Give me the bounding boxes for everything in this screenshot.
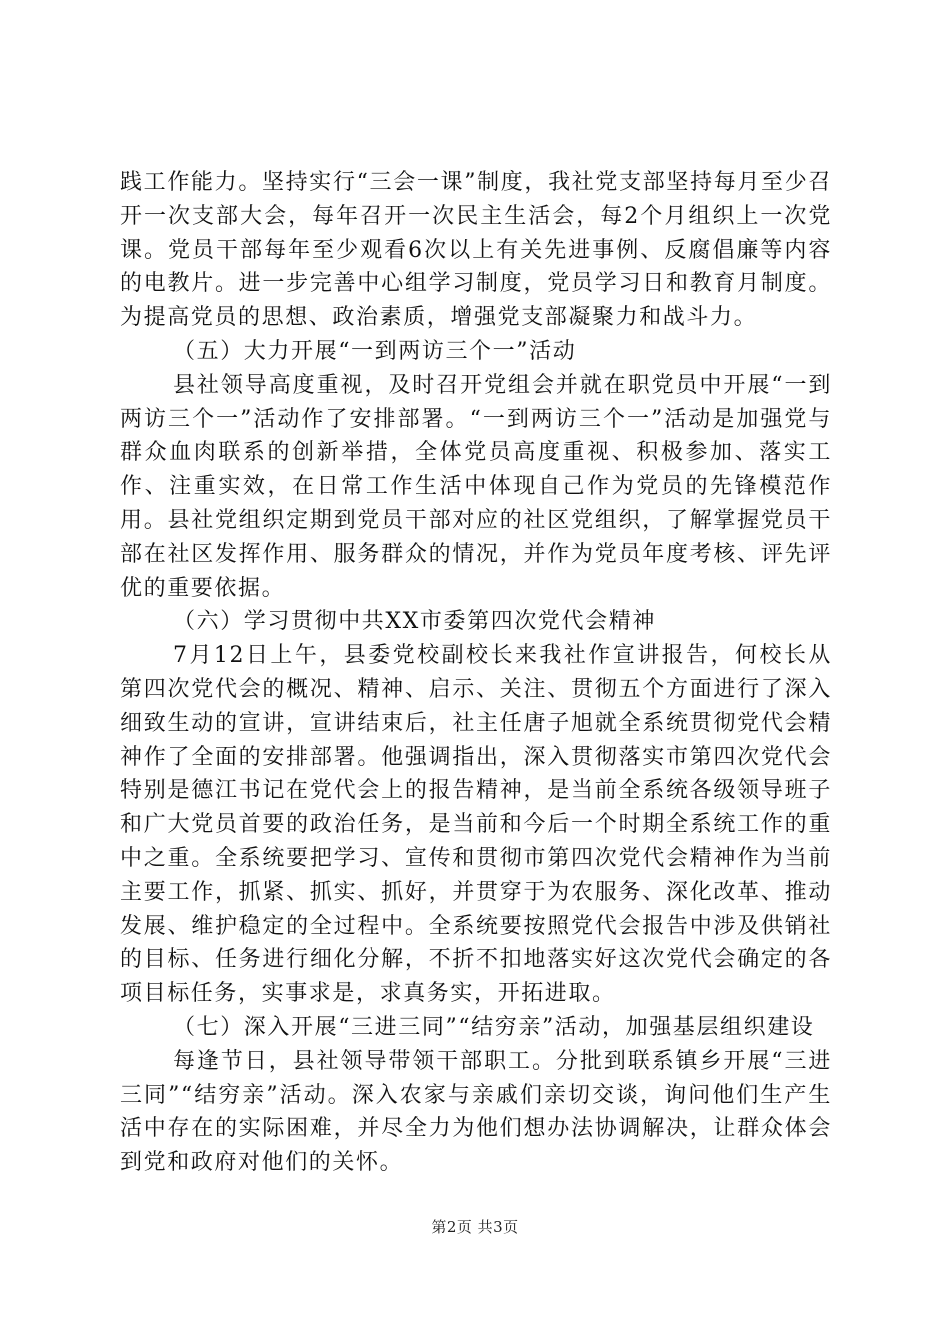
paragraph-holiday-visits: 每逢节日，县社领导带领干部职工。分批到联系镇乡开展“三进三同”“结穷亲”活动。深入农家与亲戚们亲切交谈，询问他们生产生活中存在的实际困难，并尽全力为他们想办法协调解决，让群众体会到党和政府对他们的关怀。 <box>120 1048 832 1176</box>
section-heading-six: （六）学习贯彻中共XX市委第四次党代会精神 <box>173 609 656 635</box>
page-number-footer: 第2页 共3页 <box>431 1218 519 1236</box>
paragraph-one-visit-activity: 县社领导高度重视，及时召开党组会并就在职党员中开展“一到两访三个一”活动作了安排部署。“一到两访三个一”活动是加强党与群众血肉联系的创新举措，全体党员高度重视、积极参加、落实工作、注重实效，在日常工作生活中体现自己作为党员的先锋模范作用。县社党组织定期到党员干部对应的社区党组织，了解掌握党员干部在社区发挥作用、服务群众的情况，并作为党员年度考核、评先评优的重要依据。 <box>120 372 832 601</box>
paragraph-practice-ability: 践工作能力。坚持实行“三会一课”制度，我社党支部坚持每月至少召开一次支部大会，每年召开一次民主生活会，每2个月组织上一次党课。党员干部每年至少观看6次以上有关先进事例、反腐倡廉等内容的电教片。进一步完善中心组学习制度，党员学习日和教育月制度。为提高党员的思想、政治素质，增强党支部凝聚力和战斗力。 <box>120 170 832 331</box>
section-heading-five: （五）大力开展“一到两访三个一”活动 <box>173 338 577 364</box>
document-body <box>120 166 832 1180</box>
paragraph-congress-spirit: 7月12日上午，县委党校副校长来我社作宣讲报告，何校长从第四次党代会的概况、精神、启示、关注、贯彻五个方面进行了深入细致生动的宣讲，宣讲结束后，社主任唐子旭就全系统贯彻党代会精神作了全面的安排部署。他强调指出，深入贯彻落实市第四次党代会特别是德江书记在党代会上的报告精神，是当前全系统各级领导班子和广大党员首要的政治任务，是当前和今后一个时期全系统工作的重中之重。全系统要把学习、宣传和贯彻市第四次党代会精神作为当前主要工作，抓紧、抓实、抓好，并贯穿于为农服务、深化改革、推动发展、维护稳定的全过程中。全系统要按照党代会报告中涉及供销社的目标、任务进行细化分解，不折不扣地落实好这次党代会确定的各项目标任务，实事求是，求真务实，开拓进取。 <box>120 643 832 1007</box>
section-heading-seven: （七）深入开展“三进三同”“结穷亲”活动，加强基层组织建设 <box>173 1014 815 1040</box>
